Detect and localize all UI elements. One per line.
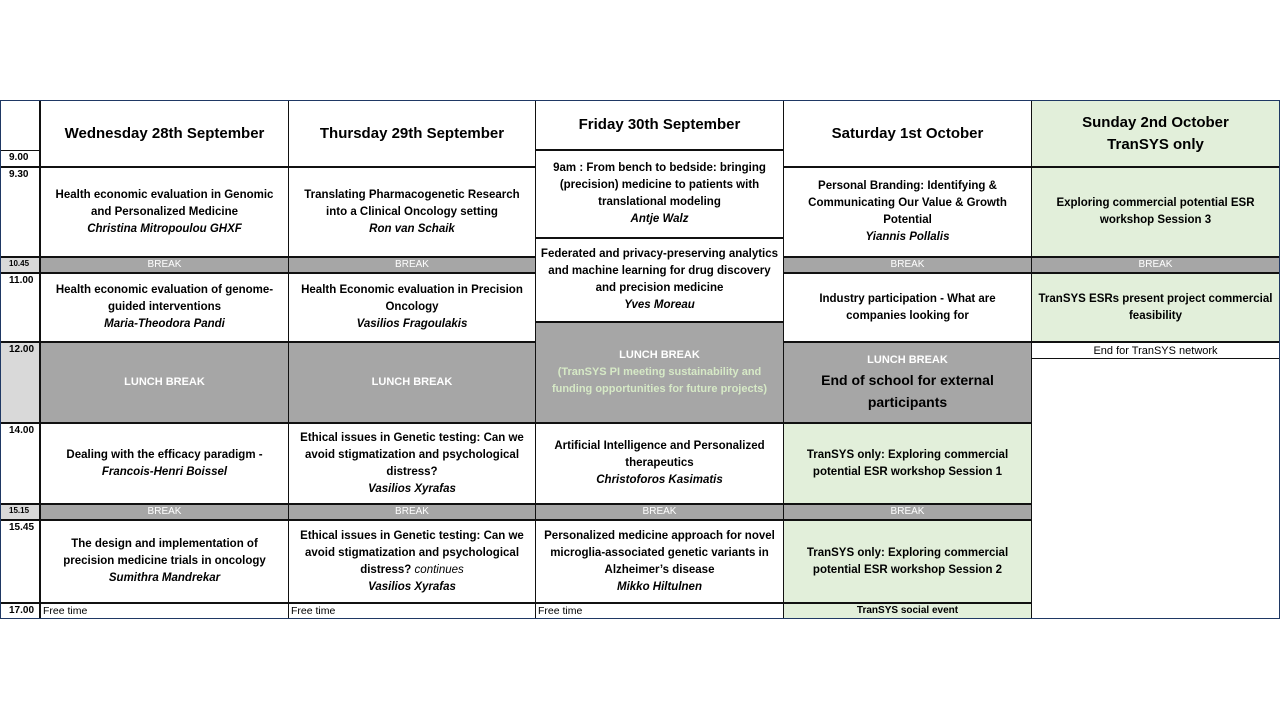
session-title: TranSYS only: Exploring commercial potential ESR workshop Session 2 [806,546,1009,576]
session-title-text: Ethical issues in Genetic testing: Can we avoid stigmatization and psychological distress? [300,529,524,576]
break-cell: BREAK [288,504,536,520]
session-title: Translating Pharmacogenetic Research into a Clinical Oncology setting [304,188,520,218]
session-speaker: Maria-Theodora Pandi [104,318,225,330]
day-header-label: Sunday 2nd October [1082,113,1229,131]
lunch-break-cell: LUNCH BREAK [288,342,536,423]
session-speaker: Sumithra Mandrekar [108,572,221,584]
session-speaker: Antje Walz [630,213,689,225]
session-cell [1031,167,1280,257]
session-speaker: Yves Moreau [624,299,695,311]
break-cell: BREAK [783,257,1032,273]
break-cell: BREAK [40,504,289,520]
lunch-note: (TranSYS PI meeting sustainability and funding opportunities for future projects) [551,366,768,395]
session-cell [535,423,784,504]
session-title: Health Economic evaluation in Precision Oncology [301,284,523,313]
session-title: The design and implementation of precision medicine trials in oncology [63,538,266,567]
session-cell [288,423,536,504]
time-label: 10.45 [0,257,40,273]
day-header-thursday [288,100,536,167]
schedule-table [0,100,1280,619]
break-cell: BREAK [40,257,289,273]
session-cell [535,238,784,322]
session-title: TranSYS only: Exploring commercial potential ESR workshop Session 1 [806,448,1009,478]
session-cell [40,273,289,342]
day-header-label: Thursday 29th September [319,124,505,142]
session-cell [288,167,536,257]
session-speaker: Francois-Henri Boissel [101,465,228,478]
time-label: 15.15 [0,504,40,520]
social-event-cell: TranSYS social event [783,603,1032,619]
session-title: Ethical issues in Genetic testing: Can we avoid stigmatization and psychological distress? [300,431,524,478]
session-cell [40,423,289,504]
time-label: 9.00 [0,150,40,167]
lunch-break-cell: LUNCH BREAK [40,342,289,423]
time-label: 9.30 [0,167,40,257]
time-label: 17.00 [0,603,40,619]
lunch-note: End of school for external participants [821,372,994,410]
session-title: Artificial Intelligence and Personalized therapeutics [554,440,765,469]
session-title: Exploring commercial potential ESR workshop Session 3 [1056,197,1255,226]
time-label: 14.00 [0,423,40,504]
session-title [293,528,531,579]
session-speaker: Yiannis Pollalis [865,231,950,243]
session-cell [288,520,536,603]
session-title: TranSYS ESRs present project commercial feasibility [1038,292,1273,322]
session-speaker: Christina Mitropoulou GHXF [87,222,242,235]
break-cell: BREAK [288,257,536,273]
free-time-cell: Free time [288,603,536,619]
session-speaker: Ron van Schaik [369,222,455,235]
break-cell: BREAK [783,504,1032,520]
break-cell: BREAK [1031,257,1280,273]
session-cell [288,273,536,342]
session-cell [535,520,784,603]
free-time-cell: Free time [40,603,289,619]
session-speaker: Vasilios Xyrafas [368,580,456,593]
session-speaker: Christoforos Kasimatis [596,474,723,486]
continues-note: continues [414,563,464,576]
break-cell: BREAK [535,504,784,520]
session-speaker: Mikko Hiltulnen [617,580,702,593]
lunch-label: LUNCH BREAK [619,349,700,361]
day-header-wednesday [40,100,289,167]
session-cell [783,273,1032,342]
session-speaker: Vasilios Xyrafas [368,482,456,495]
session-cell [783,423,1032,504]
session-title: Personal Branding: Identifying & Communicating Our Value & Growth Potential [808,180,1007,226]
session-title: Industry participation - What are companies looking for [819,292,996,322]
session-cell [535,150,784,238]
time-label: 15.45 [0,520,40,603]
session-title: Dealing with the efficacy paradigm - [66,448,263,461]
session-title: Health economic evaluation in Genomic and Personalized Medicine [55,188,274,218]
session-title: Federated and privacy-preserving analytics and machine learning for drug discovery and precision medicine [540,248,779,294]
session-cell [40,520,289,603]
session-title: Personalized medicine approach for novel microglia-associated genetic variants in Alzheimer’s disease [544,529,775,576]
day-header-label: Saturday 1st October [831,124,984,142]
time-label: 11.00 [0,273,40,342]
session-speaker: Vasilios Fragoulakis [356,318,468,330]
day-header-sublabel: TranSYS only [1107,135,1204,153]
free-time-cell: Free time [535,603,784,619]
day-header-friday [535,100,784,150]
lunch-break-cell [535,322,784,423]
session-cell [1031,273,1280,342]
session-title: 9am : From bench to bedside: bringing (precision) medicine to patients with translational modeling [553,162,766,208]
day-header-label: Friday 30th September [578,116,741,133]
lunch-break-cell [783,342,1032,423]
session-cell [40,167,289,257]
end-network-cell: End for TranSYS network [1031,342,1280,359]
session-cell [783,167,1032,257]
time-label: 12.00 [0,342,40,423]
day-header-sunday [1031,100,1280,167]
day-header-label: Wednesday 28th September [64,124,265,142]
lunch-label: LUNCH BREAK [867,354,948,366]
session-cell [783,520,1032,603]
session-title: Health economic evaluation of genome-guided interventions [55,284,274,313]
day-header-saturday [783,100,1032,167]
